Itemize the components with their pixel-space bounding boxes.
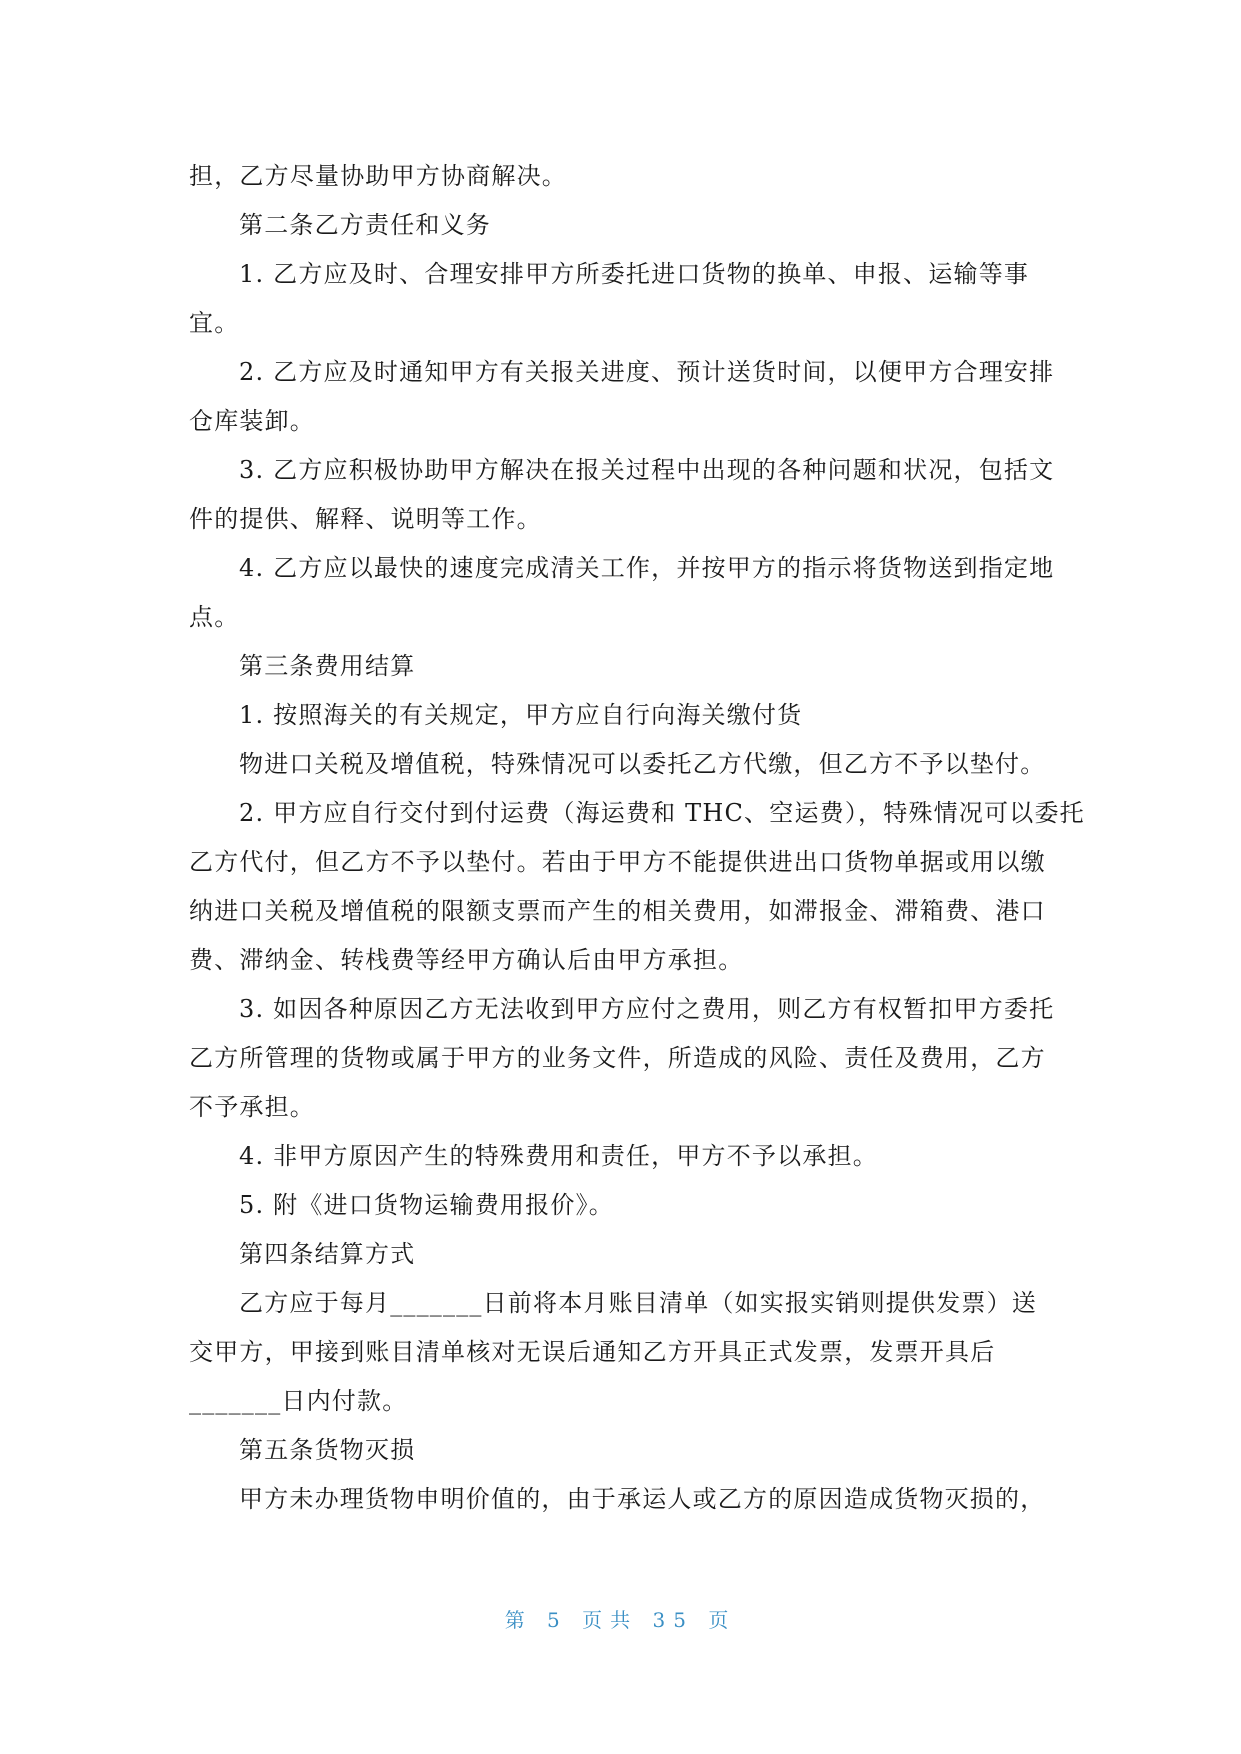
text-line: 3. 如因各种原因乙方无法收到甲方应付之费用，则乙方有权暂扣甲方委托 [239,995,1055,1023]
page-footer [0,1604,1241,1633]
section-heading: 第二条乙方责任和义务 [239,211,491,239]
text-line: 2. 甲方应自行交付到付运费（海运费和 THC、空运费），特殊情况可以委托 [239,799,1085,827]
text-line: 1. 按照海关的有关规定，甲方应自行向海关缴付货 [239,701,803,729]
text-line: 3. 乙方应积极协助甲方解决在报关过程中出现的各种问题和状况，包括文 [239,456,1055,484]
text-line: 交甲方，甲接到账目清单核对无误后通知乙方开具正式发票，发票开具后 [189,1338,996,1366]
footer-middle: 页共 [582,1608,639,1632]
text-line: 物进口关税及增值税，特殊情况可以委托乙方代缴，但乙方不予以垫付。 [239,750,1046,778]
text-line: 件的提供、解释、说明等工作。 [189,505,542,533]
text-line: 4. 乙方应以最快的速度完成清关工作，并按甲方的指示将货物送到指定地 [239,554,1055,582]
footer-suffix: 页 [708,1608,737,1632]
document-body [189,152,1085,1524]
section-heading: 第五条货物灭损 [239,1436,416,1464]
text-line: 仓库装卸。 [189,407,315,435]
text-line: 4. 非甲方原因产生的特殊费用和责任，甲方不予以承担。 [239,1142,878,1170]
text-line: 担，乙方尽量协助甲方协商解决。 [189,162,567,190]
text-line: 甲方未办理货物申明价值的，由于承运人或乙方的原因造成货物灭损的， [239,1485,1046,1513]
current-page-number: 5 [547,1608,568,1632]
text-line: 2. 乙方应及时通知甲方有关报关进度、预计送货时间，以便甲方合理安排 [239,358,1055,386]
section-heading: 第三条费用结算 [239,652,416,680]
text-line: 点。 [189,603,240,631]
footer-prefix: 第 [504,1608,533,1632]
text-line: 乙方所管理的货物或属于甲方的业务文件，所造成的风险、责任及费用，乙方 [189,1044,1046,1072]
total-page-count: 35 [652,1608,694,1632]
text-line: 宜。 [189,309,240,337]
text-line: 5. 附《进口货物运输费用报价》。 [239,1191,614,1219]
text-line: 乙方代付，但乙方不予以垫付。若由于甲方不能提供进出口货物单据或用以缴 [189,848,1046,876]
text-line: 纳进口关税及增值税的限额支票而产生的相关费用，如滞报金、滞箱费、港口 [189,897,1046,925]
text-line: 不予承担。 [189,1093,315,1121]
section-heading: 第四条结算方式 [239,1240,416,1268]
text-line: 乙方应于每月_______日前将本月账目清单（如实报实销则提供发票）送 [239,1289,1037,1317]
text-line: 1. 乙方应及时、合理安排甲方所委托进口货物的换单、申报、运输等事 [239,260,1030,288]
text-line: 费、滞纳金、转栈费等经甲方确认后由甲方承担。 [189,946,744,974]
text-line: _______日内付款。 [189,1387,408,1415]
